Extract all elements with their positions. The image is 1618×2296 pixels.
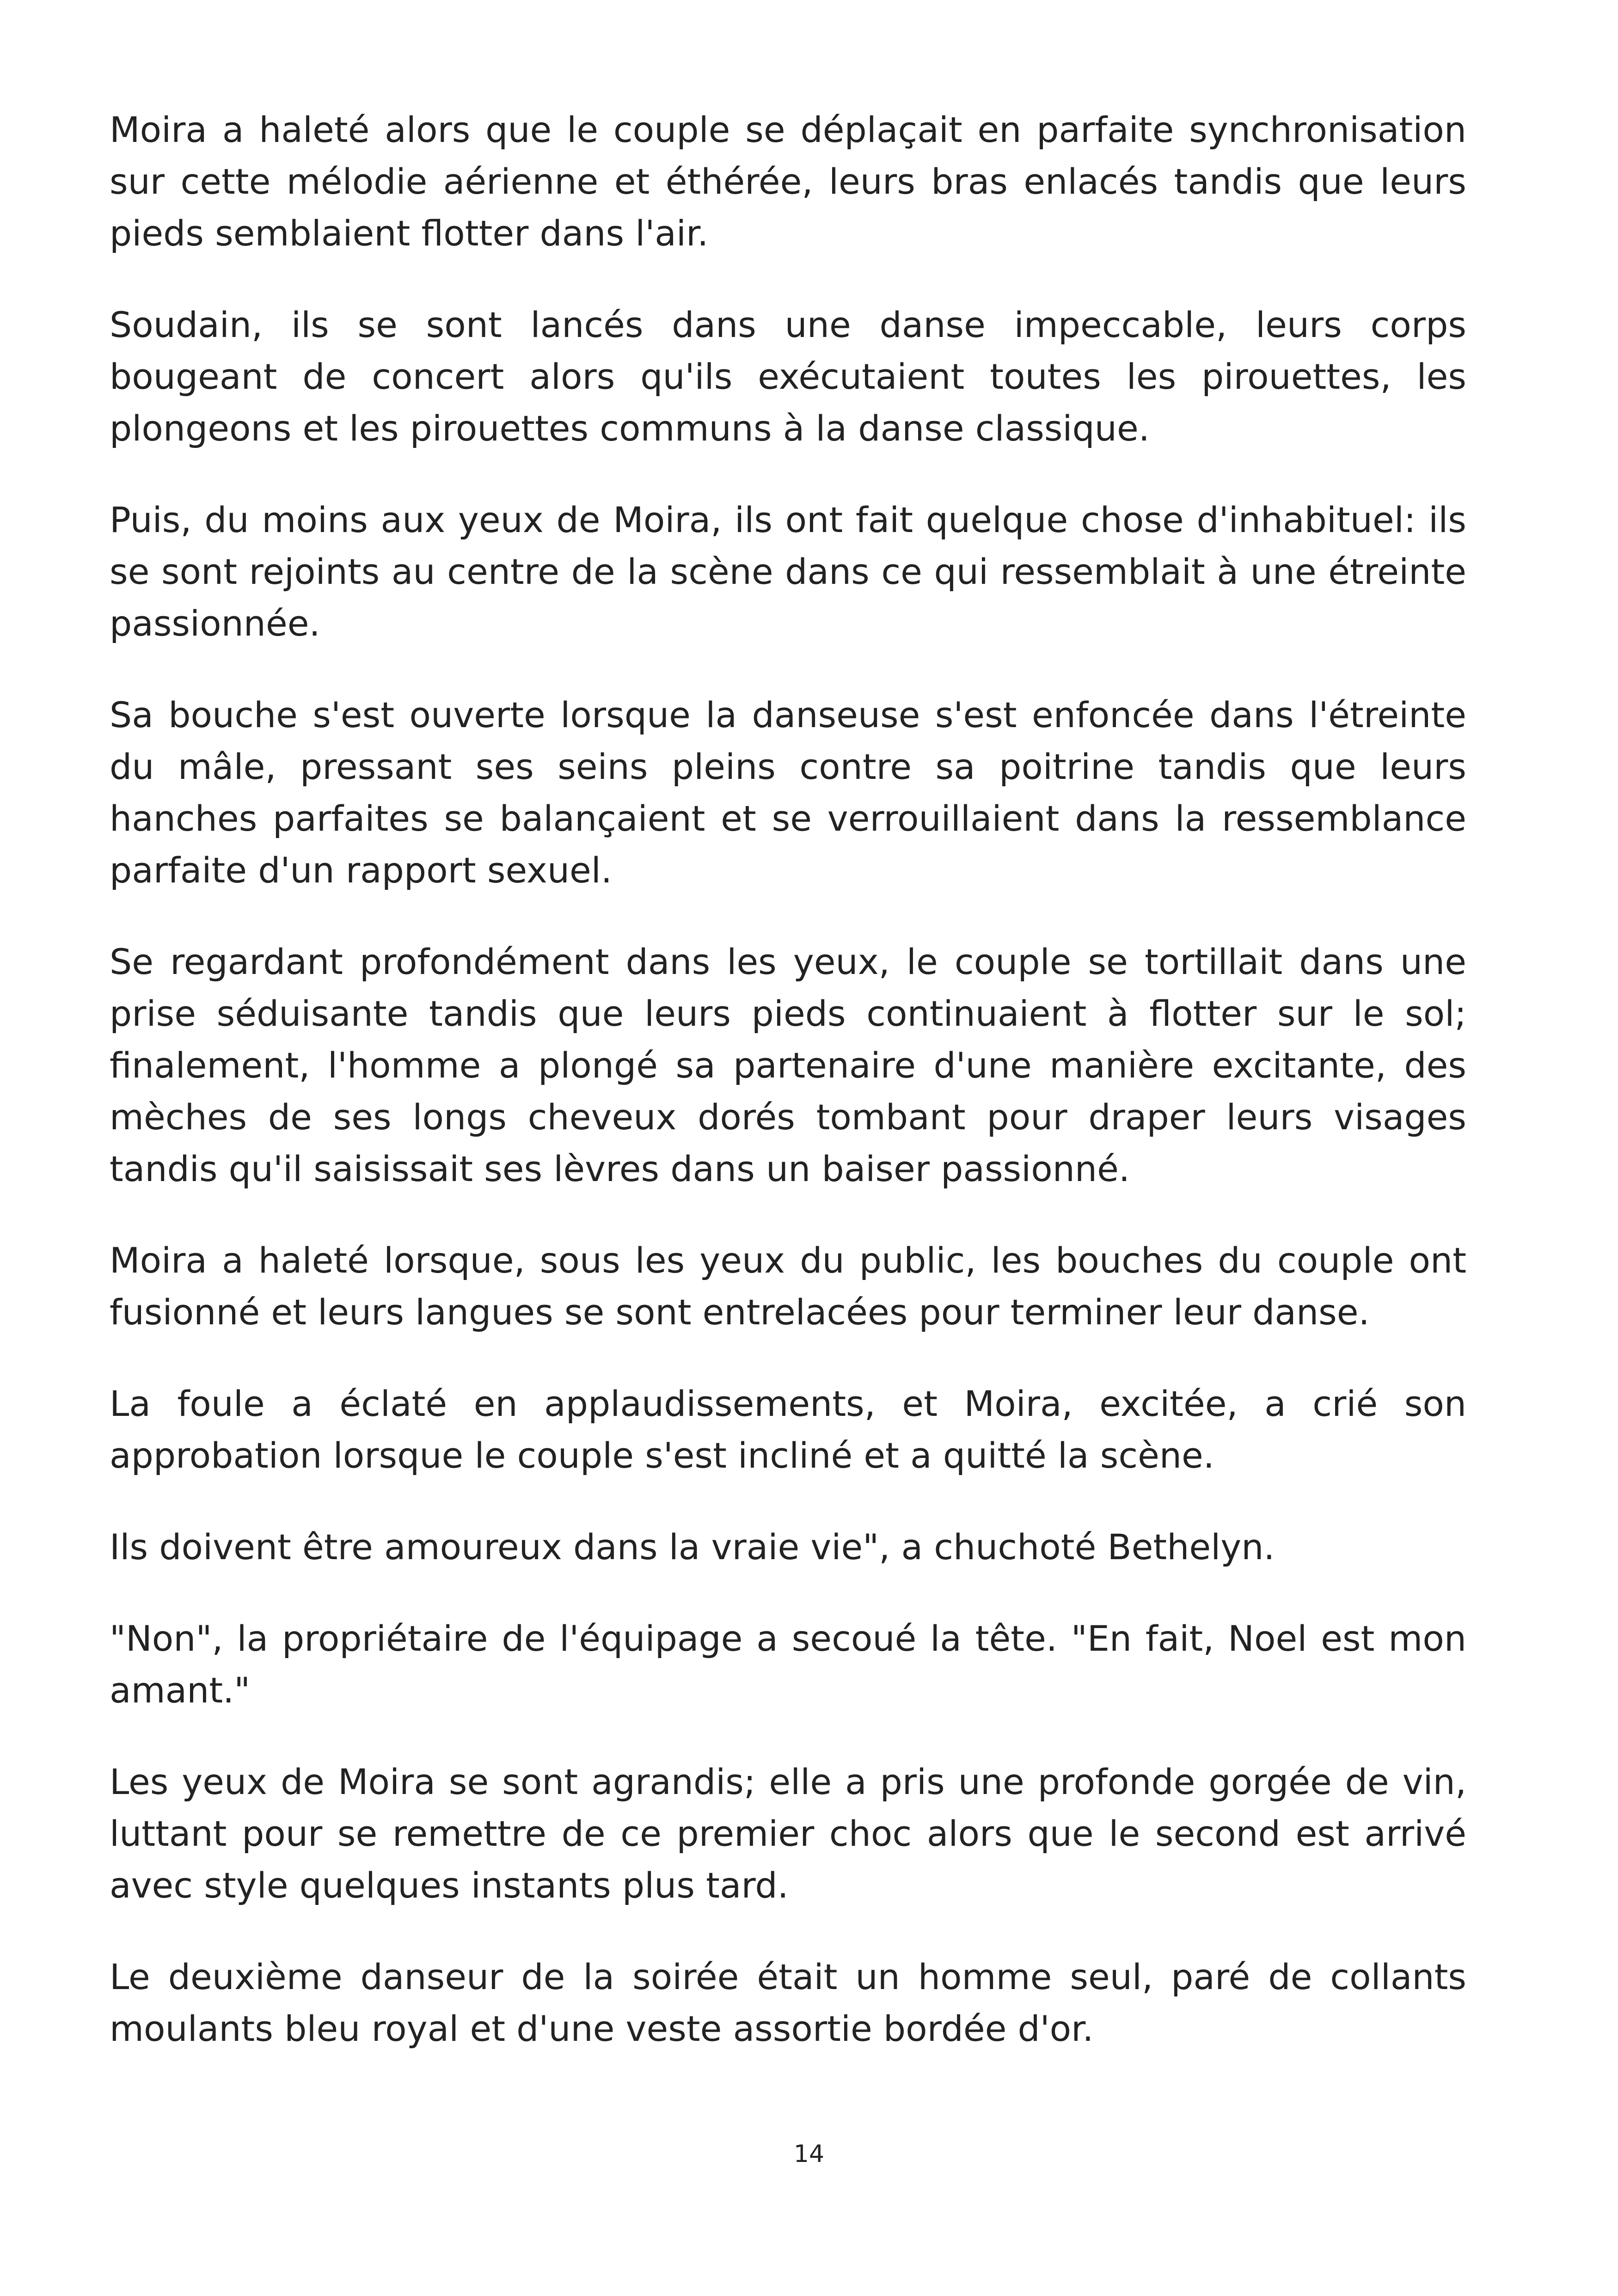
paragraph-4: Sa bouche s'est ouverte lorsque la danseuse s'est enfoncée dans l'étreinte du mâle, pressant ses seins pleins contre sa poitrine tandis que leurs hanches parfaites se balançaient et se verrouillaient dans la ressemblance parfaite d'un rapport sexuel. [110, 694, 1466, 891]
paragraph-9: "Non", la propriétaire de l'équipage a secoué la tête. "En fait, Noel est mon amant." [110, 1618, 1466, 1711]
page-number: 14 [793, 2140, 825, 2168]
paragraph-11: Le deuxième danseur de la soirée était un homme seul, paré de collants moulants bleu royal et d'une veste assortie bordée d'or. [110, 1956, 1466, 2049]
paragraph-2: Soudain, ils se sont lancés dans une danse impeccable, leurs corps bougeant de concert alors qu'ils exécutaient toutes les pirouettes, les plongeons et les pirouettes communs à la danse classique. [110, 304, 1466, 449]
body-text [110, 104, 1466, 2055]
paragraph-5: Se regardant profondément dans les yeux, le couple se tortillait dans une prise séduisante tandis que leurs pieds continuaient à flotter sur le sol; finalement, l'homme a plongé sa partenaire d'une manière excitante, des mèches de ses longs cheveux dorés tombant pour draper leurs visages tandis qu'il saisissait ses lèvres dans un baiser passionné. [110, 941, 1466, 1189]
paragraph-1: Moira a haleté alors que le couple se déplaçait en parfaite synchronisation sur cette mélodie aérienne et éthérée, leurs bras enlacés tandis que leurs pieds semblaient flotter dans l'air. [110, 109, 1466, 254]
paragraph-7: La foule a éclaté en applaudissements, et Moira, excitée, a crié son approbation lorsque le couple s'est incliné et a quitté la scène. [110, 1383, 1466, 1476]
paragraph-8: Ils doivent être amoureux dans la vraie vie", a chuchoté Bethelyn. [110, 1526, 1275, 1567]
paragraph-3: Puis, du moins aux yeux de Moira, ils ont fait quelque chose d'inhabituel: ils se sont rejoints au centre de la scène dans ce qui ressemblait à une étreinte passionnée. [110, 499, 1466, 644]
paragraph-10: Les yeux de Moira se sont agrandis; elle a pris une profonde gorgée de vin, luttant pour se remettre de ce premier choc alors que le second est arrivé avec style quelques instants plus tard. [110, 1761, 1466, 1906]
paragraph-6: Moira a haleté lorsque, sous les yeux du public, les bouches du couple ont fusionné et leurs langues se sont entrelacées pour terminer leur danse. [110, 1240, 1466, 1333]
